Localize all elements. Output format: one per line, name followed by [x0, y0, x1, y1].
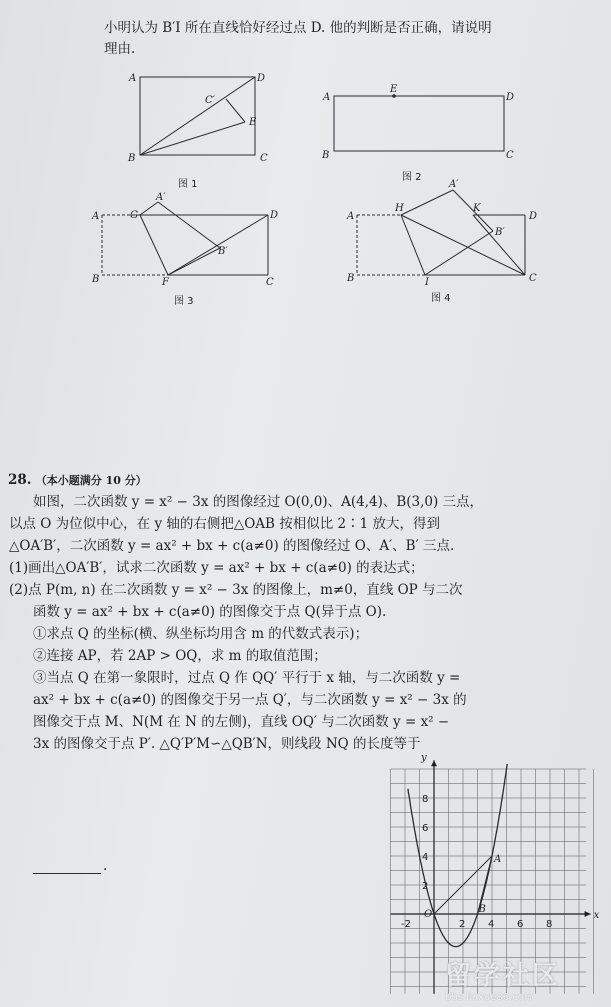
problem-line-6: 函数 y = ax² + bx + c(a≠0) 的图像交于点 Q(异于点 O). — [33, 604, 387, 620]
problem-line-9: ③当点 Q 在第一象限时，过点 Q 作 QQ′ 平行于 x 轴，与二次函数 y = — [33, 670, 461, 686]
fig3-label-Ap: A′ — [156, 192, 166, 203]
y-tick-label: 2 — [422, 881, 429, 892]
fig2-label-A: A — [323, 92, 331, 103]
fig1-label-B: B — [128, 153, 136, 164]
fig4-label-H: H — [395, 203, 404, 214]
watermark-text: 留学社区 — [445, 961, 562, 991]
intro-line-1: 小明认为 B′I 所在直线恰好经过点 D. 他的判断是否正确，请说明 — [104, 20, 492, 36]
x-tick-label: 4 — [488, 919, 495, 930]
problem-line-3: △OA′B′，二次函数 y = ax² + bx + c(a≠0) 的图像经过 O、A′、B′ 三点. — [9, 538, 455, 554]
answer-period: . — [103, 858, 108, 874]
x-tick-label: 6 — [517, 919, 524, 930]
x-axis-label: x — [593, 910, 600, 921]
fig2-label-D: D — [506, 92, 515, 103]
fig1-caption: 图 1 — [178, 179, 198, 190]
y-tick-label: 4 — [422, 852, 429, 863]
x-tick-label: 8 — [546, 919, 553, 930]
x-axis-arrow — [585, 911, 591, 917]
y-axis-arrow — [431, 760, 437, 766]
fig3-label-Bp: B′ — [218, 246, 228, 257]
fig2-label-B: B — [322, 150, 330, 161]
answer-blank[interactable] — [33, 871, 101, 874]
problem-line-12: 3x 的图像交于点 P′. △Q′P′M∽△QB′N，则线段 NQ 的长度等于 — [33, 736, 421, 752]
y-axis-label: y — [421, 752, 427, 764]
problem-line-11: 图像交于点 M、N(M 在 N 的左侧)，直线 OQ′ 与二次函数 y = x² − — [33, 714, 450, 730]
problem-number: 28. — [8, 472, 32, 488]
problem-header — [8, 472, 147, 489]
fig4-label-C: C — [529, 273, 537, 284]
fig3-label-G: G — [130, 210, 138, 221]
problem-line-8: ②连接 AP，若 2AP > OQ，求 m 的取值范围； — [33, 648, 327, 664]
fig2-caption: 图 2 — [402, 172, 422, 183]
problem-line-5: (2)点 P(m, n) 在二次函数 y = x² − 3x 的图像上，m≠0，直线 OP 与二次 — [9, 582, 463, 598]
figure-4 — [345, 175, 545, 310]
fig2-label-E: E — [390, 84, 398, 95]
x-tick-label: -2 — [401, 919, 411, 930]
figure-2 — [320, 80, 515, 190]
figure-1 — [120, 65, 280, 195]
fig1-label-A: A — [129, 73, 137, 84]
watermark — [445, 955, 605, 1005]
point-label-A: A — [494, 854, 502, 865]
fig1-label-Cp: C′ — [205, 95, 215, 106]
problem-line-4: (1)画出△OA′B′，试求二次函数 y = ax² + bx + c(a≠0) 的表达式； — [9, 560, 424, 576]
fig4-label-I: I — [425, 277, 429, 288]
y-tick-label: 8 — [422, 794, 429, 805]
watermark-url: bbs.liuxue86.com — [445, 992, 534, 1003]
fig3-label-D: D — [270, 210, 279, 221]
fig3-label-B: B — [92, 274, 100, 285]
figure-3 — [90, 190, 290, 310]
fig1-label-C: C — [260, 153, 268, 164]
point-label-B: B — [478, 904, 486, 915]
problem-line-2: 以点 O 为位似中心，在 y 轴的右侧把△OAB 按相似比 2∶1 放大，得到 — [9, 516, 441, 532]
problem-line-10: ax² + bx + c(a≠0) 的图像交于另一点 Q′，与二次函数 y = x² − 3x 的 — [33, 692, 467, 708]
fig4-label-Ap: A′ — [449, 179, 459, 190]
fig4-caption: 图 4 — [431, 293, 451, 304]
fig4-label-A: A — [347, 211, 355, 222]
fig1-label-E: E — [249, 117, 257, 128]
problem-score: （本小题满分 10 分） — [35, 474, 147, 487]
fig1-label-D: D — [257, 73, 266, 84]
y-tick-label: 6 — [422, 823, 429, 834]
fig2-label-C: C — [506, 150, 514, 161]
fig4-label-K: K — [473, 203, 481, 214]
fig4-label-Bp: B′ — [495, 227, 505, 238]
fig4-label-B: B — [347, 273, 355, 284]
problem-line-7: ①求点 Q 的坐标(横、纵坐标均用含 m 的代数式表示)； — [33, 626, 369, 642]
x-tick-label: 2 — [459, 919, 466, 930]
fig4-label-D: D — [529, 211, 538, 222]
problem-line-1: 如图，二次函数 y = x² − 3x 的图像经过 O(0,0)、A(4,4)、B(3,0) 三点， — [33, 494, 484, 510]
fig3-caption: 图 3 — [174, 296, 194, 307]
fig3-label-C: C — [266, 277, 274, 288]
point-label-O: O — [424, 909, 433, 920]
fig3-label-F: F — [162, 277, 169, 288]
fig3-label-A: A — [92, 211, 100, 222]
intro-line-2: 理由. — [104, 41, 136, 57]
